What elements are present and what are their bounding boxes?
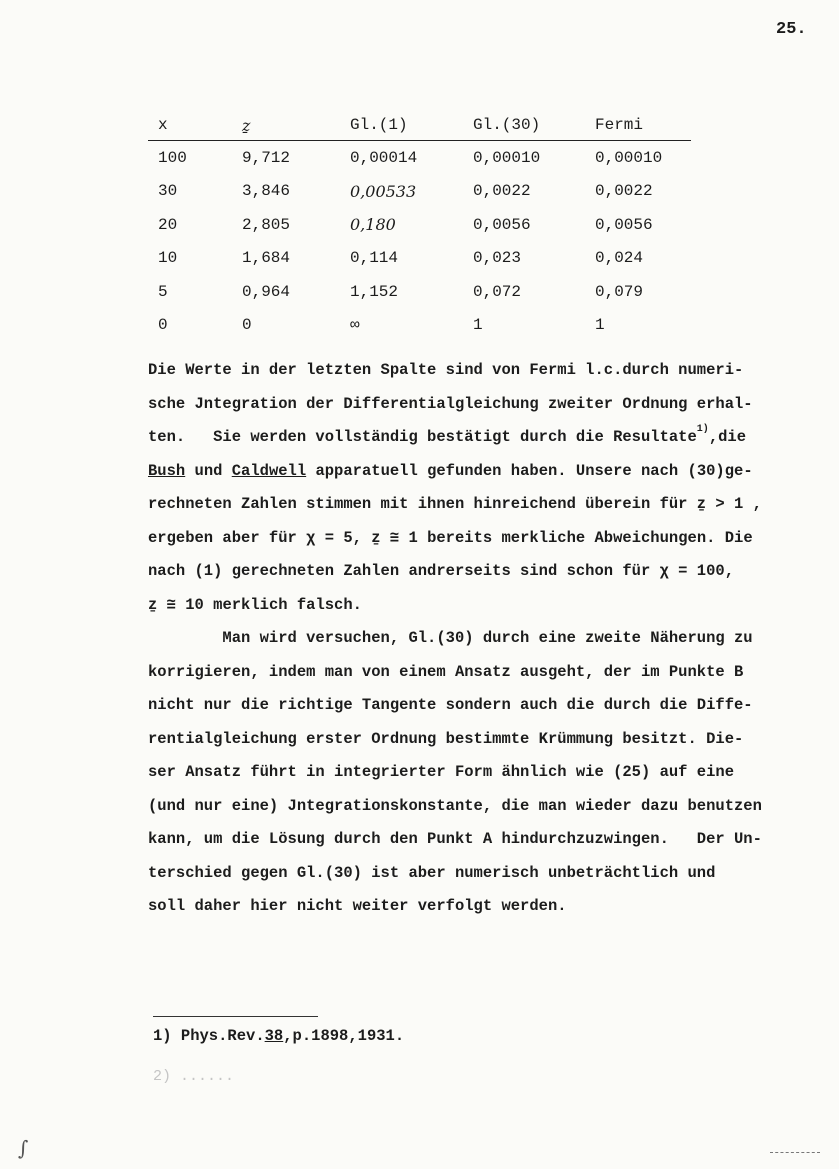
text-line: rentialgleichung erster Ordnung bestimmte Krümmung besitzt. Die- (148, 729, 744, 748)
table-cell: 1,152 (350, 282, 399, 301)
table-cell: 2,805 (242, 215, 291, 234)
footnote-rest: ,p.1898,1931. (283, 1027, 405, 1045)
table-cell: 10 (158, 249, 178, 268)
text-line: Man wird versuchen, Gl.(30) durch eine zweite Näherung zu (148, 629, 753, 647)
faint-footnote: 2) ...... (153, 1068, 235, 1085)
footnote-volume: 38 (264, 1027, 284, 1045)
table-cell: 100 (158, 148, 187, 167)
author-name-caldwell: Caldwell (231, 461, 307, 480)
text-line: ẕ ≅ 10 merklich falsch. (148, 595, 362, 614)
table-cell: 0,0022 (595, 182, 653, 201)
table-cell: 0,00010 (595, 148, 663, 167)
col-header-z: ẕ (242, 115, 251, 135)
col-header-gl30: Gl.(30) (473, 116, 541, 134)
body-text (148, 354, 828, 924)
table-cell: 0,964 (242, 282, 291, 301)
table-cell: 0 (158, 316, 168, 335)
text-line: ergeben aber für χ = 5, ẕ ≅ 1 bereits merkliche Abweichungen. Die (148, 528, 753, 547)
table-cell: 0,0022 (473, 182, 531, 201)
table-row (148, 141, 691, 175)
table-cell: 20 (158, 215, 178, 234)
text-line (148, 421, 828, 455)
table-cell: 1 (473, 316, 483, 335)
table-cell: 0,023 (473, 249, 522, 268)
table-cell: 0,072 (473, 282, 522, 301)
table-cell: 0,079 (595, 282, 644, 301)
text-span: apparatuell gefunden haben. Unsere nach (30)ge- (306, 461, 753, 480)
footnote-prefix: 1) Phys.Rev. (153, 1027, 265, 1045)
table-header-row (148, 110, 691, 141)
table-cell: 3,846 (242, 182, 291, 201)
text-line: terschied gegen Gl.(30) ist aber numerisch unbeträchtlich und (148, 863, 716, 882)
table-cell: 1,684 (242, 249, 291, 268)
table-cell: ∞ (350, 316, 360, 335)
text-line: rechneten Zahlen stimmen mit ihnen hinreichend überein für ẕ > 1 , (148, 495, 762, 513)
text-line: ser Ansatz führt in integrierter Form ähnlich wie (25) auf eine (148, 763, 734, 781)
text-span: ten. Sie werden vollständig bestätigt durch die Resultate (148, 428, 697, 446)
text-line: nach (1) gerechneten Zahlen andrerseits sind schon für χ = 100, (148, 562, 734, 580)
text-line: soll daher hier nicht weiter verfolgt werden. (148, 897, 567, 915)
table-row (148, 275, 691, 309)
table-cell: 9,712 (242, 148, 291, 167)
text-line: kann, um die Lösung durch den Punkt A hindurchzuzwingen. Der Un- (148, 830, 762, 848)
text-line (148, 455, 828, 489)
table-cell: 0,024 (595, 249, 644, 268)
table-cell: 0,00014 (350, 148, 418, 167)
text-line: korrigieren, indem man von einem Ansatz ausgeht, der im Punkte B (148, 662, 744, 681)
col-header-x: x (158, 116, 168, 134)
table-cell: 0,114 (350, 249, 399, 268)
footnote-ref: 1) (696, 424, 709, 435)
table-cell: 30 (158, 182, 178, 201)
text-line: nicht nur die richtige Tangente sondern auch die durch die Diffe- (148, 696, 753, 714)
text-line: sche Jntegration der Differentialgleichung zweiter Ordnung erhal- (148, 394, 753, 413)
footnote-divider (153, 1016, 318, 1017)
text-line: (und nur eine) Jntegrationskonstante, die man wieder dazu benutzen (148, 796, 762, 815)
table-cell: 1 (595, 316, 605, 335)
col-header-gl1: Gl.(1) (350, 116, 408, 134)
table-cell: 0,0056 (473, 215, 531, 234)
table-cell: 0,0056 (595, 215, 653, 234)
text-line: Die Werte in der letzten Spalte sind von Fermi l.c.durch numeri- (148, 361, 744, 379)
footnote (153, 1027, 404, 1045)
margin-mark: ∫ (18, 1136, 29, 1160)
text-span: ,die (708, 428, 747, 446)
table-row (148, 242, 691, 276)
table-row (148, 208, 691, 242)
corner-mark (770, 1152, 820, 1153)
table-cell-handwritten: 0,180 (350, 215, 396, 235)
data-table (148, 110, 691, 342)
col-header-fermi: Fermi (595, 116, 644, 134)
table-cell: 0,00010 (473, 148, 541, 167)
table-cell: 5 (158, 282, 168, 301)
table-row (148, 175, 691, 209)
table-row (148, 309, 691, 343)
page-number: 25. (776, 20, 807, 39)
table-cell: 0 (242, 316, 252, 335)
table-cell-handwritten: 0,00533 (350, 181, 417, 201)
text-span: und (185, 461, 232, 480)
author-name-bush: Bush (148, 461, 186, 480)
